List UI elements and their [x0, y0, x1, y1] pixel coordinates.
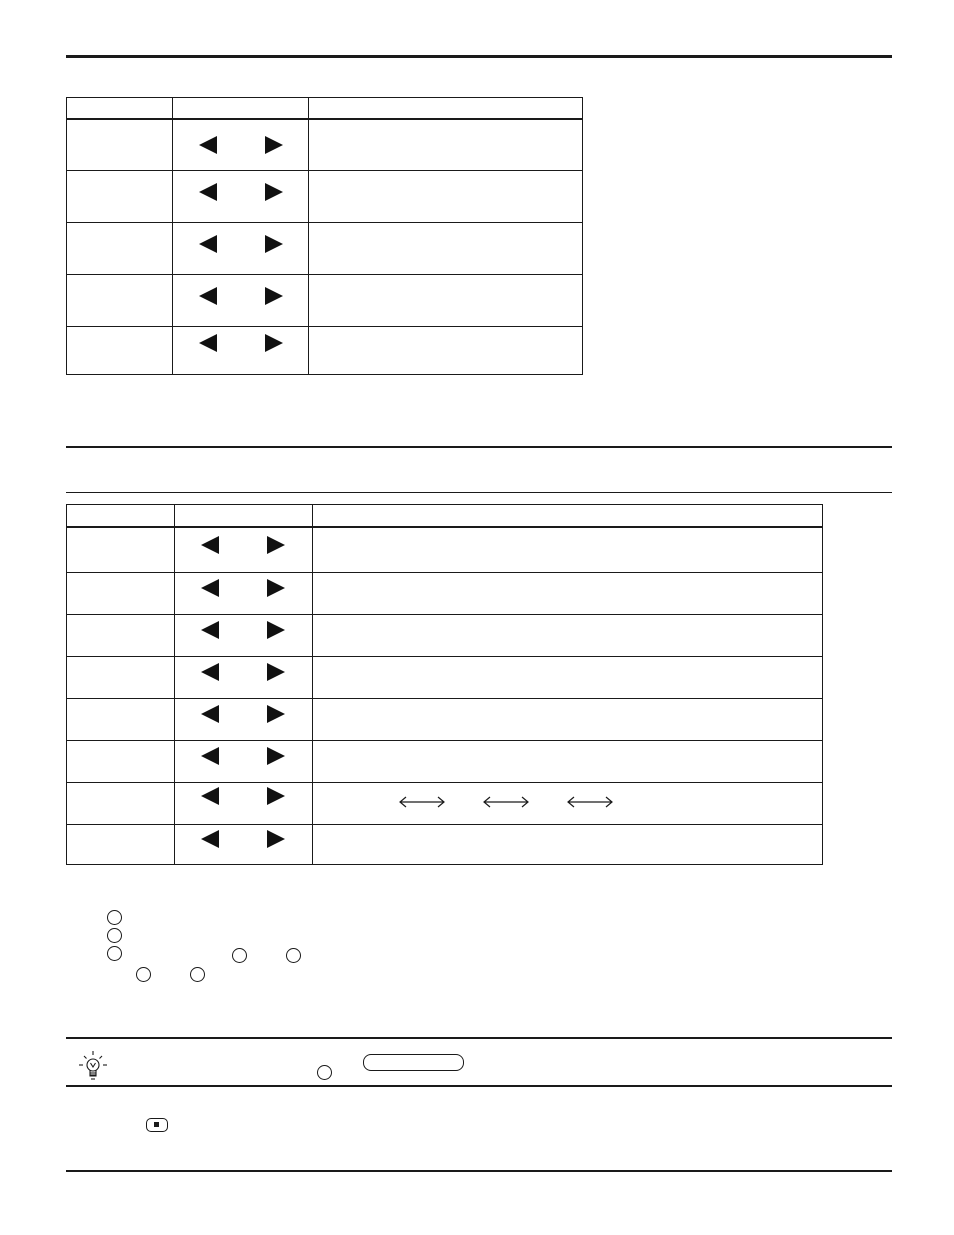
row-description [313, 527, 823, 573]
row-label [67, 527, 175, 573]
section-rule [66, 446, 892, 448]
right-triangle-icon[interactable] [267, 536, 285, 554]
row-description [313, 741, 823, 783]
table-row [67, 741, 823, 783]
table-row [67, 171, 583, 223]
settings-table-top [66, 97, 583, 375]
table-row [67, 119, 583, 171]
control-cell [175, 783, 313, 825]
table-header-row [67, 505, 823, 527]
tip-bottom-rule [66, 1085, 892, 1087]
row-label [67, 119, 173, 171]
double-arrow-icon [399, 796, 445, 808]
settings-table-bottom [66, 504, 823, 865]
header-cell-item [67, 98, 173, 119]
rounded-button-icon[interactable] [363, 1054, 464, 1071]
circle-marker-icon [107, 928, 122, 943]
right-triangle-icon[interactable] [267, 579, 285, 597]
left-triangle-icon[interactable] [201, 830, 219, 848]
control-cell [173, 171, 309, 223]
table-row [67, 275, 583, 327]
table-row [67, 527, 823, 573]
right-triangle-icon[interactable] [267, 747, 285, 765]
circle-marker-icon [107, 910, 122, 925]
control-cell [175, 741, 313, 783]
right-triangle-icon[interactable] [267, 663, 285, 681]
table-row [67, 573, 823, 615]
row-description [313, 825, 823, 865]
right-triangle-icon[interactable] [265, 183, 283, 201]
row-description [309, 275, 583, 327]
left-triangle-icon[interactable] [199, 235, 217, 253]
left-triangle-icon[interactable] [201, 787, 219, 805]
right-triangle-icon[interactable] [267, 705, 285, 723]
section-subrule [66, 492, 892, 493]
header-cell-item [67, 505, 175, 527]
left-triangle-icon[interactable] [199, 334, 217, 352]
row-label [67, 783, 175, 825]
row-description [313, 699, 823, 741]
left-triangle-icon[interactable] [201, 621, 219, 639]
table-row [67, 783, 823, 825]
right-triangle-icon[interactable] [265, 334, 283, 352]
right-triangle-icon[interactable] [265, 287, 283, 305]
circle-marker-icon [317, 1065, 332, 1080]
circle-marker-icon [232, 948, 247, 963]
top-rule [66, 55, 892, 58]
row-description [313, 573, 823, 615]
row-label [67, 657, 175, 699]
row-description [309, 223, 583, 275]
left-triangle-icon[interactable] [201, 579, 219, 597]
stop-button-icon[interactable] [146, 1118, 168, 1132]
table-row [67, 699, 823, 741]
left-triangle-icon[interactable] [199, 136, 217, 154]
control-cell [173, 119, 309, 171]
right-triangle-icon[interactable] [267, 621, 285, 639]
control-cell [175, 527, 313, 573]
table-row [67, 825, 823, 865]
right-triangle-icon[interactable] [265, 235, 283, 253]
header-cell-control [175, 505, 313, 527]
tip-top-rule [66, 1037, 892, 1039]
table-row [67, 223, 583, 275]
table-row [67, 615, 823, 657]
row-label [67, 699, 175, 741]
double-arrow-icon [483, 796, 529, 808]
row-description [309, 119, 583, 171]
row-description [313, 657, 823, 699]
row-label [67, 741, 175, 783]
circle-marker-icon [136, 967, 151, 982]
table-header-row [67, 98, 583, 119]
row-label [67, 223, 173, 275]
double-arrow-icon [567, 796, 613, 808]
circle-marker-icon [286, 948, 301, 963]
control-cell [173, 223, 309, 275]
control-cell [173, 275, 309, 327]
control-cell [175, 825, 313, 865]
circle-marker-icon [107, 946, 122, 961]
row-label [67, 327, 173, 375]
control-cell [175, 573, 313, 615]
row-label [67, 825, 175, 865]
row-description [313, 615, 823, 657]
control-cell [175, 615, 313, 657]
row-description [313, 783, 823, 825]
control-cell [173, 327, 309, 375]
right-triangle-icon[interactable] [265, 136, 283, 154]
left-triangle-icon[interactable] [201, 663, 219, 681]
left-triangle-icon[interactable] [201, 536, 219, 554]
row-label [67, 171, 173, 223]
right-triangle-icon[interactable] [267, 787, 285, 805]
lightbulb-icon [78, 1048, 108, 1084]
control-cell [175, 699, 313, 741]
table-row [67, 657, 823, 699]
header-cell-control [173, 98, 309, 119]
left-triangle-icon[interactable] [199, 287, 217, 305]
left-triangle-icon[interactable] [201, 705, 219, 723]
row-label [67, 615, 175, 657]
circle-marker-icon [190, 967, 205, 982]
left-triangle-icon[interactable] [201, 747, 219, 765]
left-triangle-icon[interactable] [199, 183, 217, 201]
row-description [309, 171, 583, 223]
row-description [309, 327, 583, 375]
row-label [67, 573, 175, 615]
control-cell [175, 657, 313, 699]
bottom-rule [66, 1170, 892, 1172]
row-label [67, 275, 173, 327]
header-cell-description [309, 98, 583, 119]
header-cell-description [313, 505, 823, 527]
table-row [67, 327, 583, 375]
right-triangle-icon[interactable] [267, 830, 285, 848]
